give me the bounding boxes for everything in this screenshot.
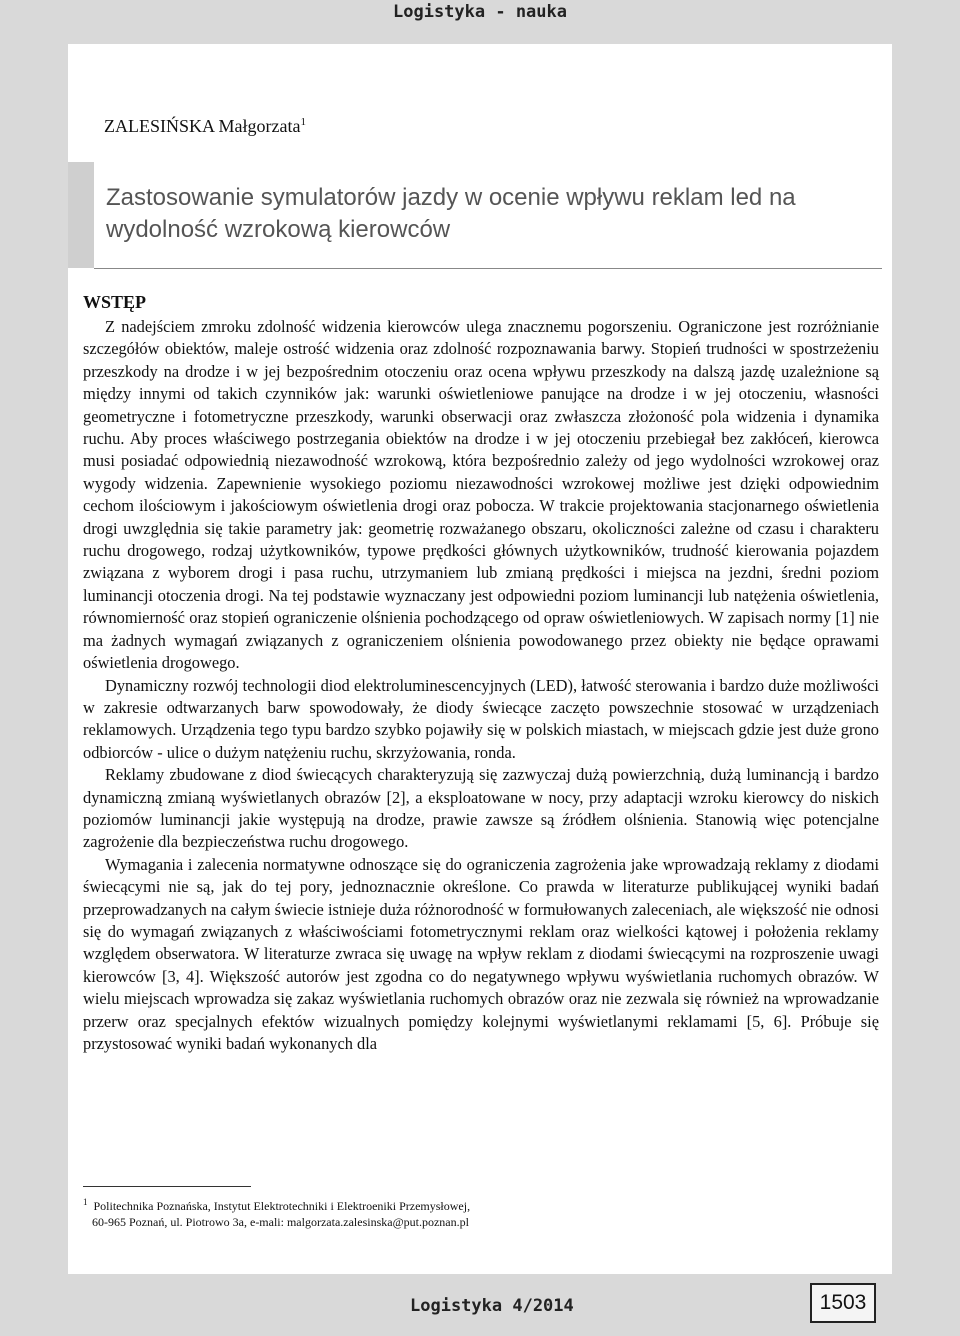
article-page <box>68 44 892 1274</box>
paragraph: Wymagania i zalecenia normatywne odnoszące się do ograniczenia zagrożenia jake wprowadzają reklamy z diodami świecącymi nie są, jak do tej pory, jednoznacznie określone. Co prawda w literaturze publikującej wyniki badań przeprowadzanych na całym świecie istnieje duża różnorodność w formułowanych zaleceniach, ale większość nie odnosi się do wymagań związanych z właściwościami fotometrycznymi reklam oraz wielkości kątowej i położenia reklamy względem obserwatora. W literaturze zwraca się uwagę na wpływ reklam z diodami świecącymi na rozproszenie uwagi kierowców [3, 4]. Większość autorów jest zgodna co do negatywnego wpływu wyświetlania ruchomych obrazów. W wielu miejscach wprowadza się zakaz wyświetlania ruchomych obrazów oraz nie zezwala się również na wprowadzanie przerw oraz specjalnych efektów wizualnych pomiędzy kolejnymi wyświetlanymi reklamami [5, 6]. Próbuje się przystosować wyniki badań wykonanych dla <box>83 854 879 1053</box>
running-footer: Logistyka 4/2014 <box>410 1296 574 1316</box>
article-title <box>106 182 866 246</box>
author-name: ZALESIŃSKA Małgorzata <box>104 116 301 136</box>
footnote-line-1: Politechnika Poznańska, Instytut Elektrotechniki i Elektroeniki Przemysłowej, <box>93 1199 471 1213</box>
paragraph: Z nadejściem zmroku zdolność widzenia kierowców ulega znacznemu pogorszeniu. Ograniczone jest rozróżnianie szczegółów obiektów, maleje ostrość widzenia oraz zdolność rozpoznawania barwy. Stopień trudności w spostrzeżeniu przeszkody na drodze i w jej bezpośrednim otoczeniu oraz ocena wpływu przeszkody na dalszą jazdę uzależnione są między innymi od takich czynników jak: warunki oświetleniowe panujące na drodze i w jej otoczeniu, własności geometryczne i fotometryczne przeszkody, warunki obserwacji oraz zwłaszcza złożoność pola widzenia i dynamika ruchu. Aby proces właściwego postrzegania obiektów na drodze i w jej otoczeniu przebiegał bez zakłóceń, kierowca musi posiadać odpowiednią niezawodność wzrokową, która bezpośrednio zależy od jego wydolności wzrokowej oraz wygody widzenia. Zapewnienie wysokiego poziomu niezawodności wzrokowej możliwe jest dzięki odpowiednim cechom ilościowym i jakościowym oświetlenia drogi oraz pobocza. W trakcie projektowania stacjonarnego oświetlenia drogi uwzględnia się takie parametry jak: geometrię rozważanego obszaru, okoliczności zależne od czasu i charakteru ruchu drogowego, rodzaj użytkowników, typowe prędkości głównych użytkowników, trudność kierowania pojazdem związana z wyborem drogi i pasa ruchu, utrzymaniem lub zmianą prędkości i miejsca na jezdni, średni poziom luminancji otoczenia drogi. Na tej podstawie wyznaczany jest odpowiedni poziom luminancji lub natężenia oświetlenia, równomierność oraz stopień ograniczenie olśnienia pochodzącego od opraw oświetleniowych. W zapisach normy [1] nie ma żadnych wymagań związanych z ograniczeniem olśnienia powodowanego przez obiekty nie będące oprawami oświetlenia drogowego. <box>83 317 879 673</box>
paragraph: Dynamiczny rozwój technologii diod elektroluminescencyjnych (LED), łatwość sterowania i bardzo duże możliwości w zakresie odtwarzanych barw spowodowały, że diody świecące zaczęto powszechnie stosować w urządzeniach reklamowych. Urządzenia tego typu bardzo szybko pojawiły się w polskich miastach, w miejscach gdzie jest duże grono odbiorców - ulice o dużym natężeniu ruchu, skrzyżowania, ronda. <box>83 675 879 762</box>
footnote-number: 1 <box>83 1197 88 1207</box>
title-divider <box>94 268 882 269</box>
footnote-line-2: 60-965 Poznań, ul. Piotrowo 3a, e-mali: malgorzata.zalesinska@put.poznan.pl <box>92 1215 469 1229</box>
footnote <box>83 1194 603 1230</box>
article-body <box>83 316 879 1055</box>
title-line-2: wydolność wzrokową kierowców <box>106 216 451 243</box>
title-side-band <box>68 162 94 268</box>
author-line <box>104 116 306 137</box>
running-header: Logistyka - nauka <box>393 2 567 22</box>
page-number: 1503 <box>810 1283 876 1323</box>
author-footnote-mark: 1 <box>300 116 306 128</box>
title-block <box>68 162 892 268</box>
paragraph: Reklamy zbudowane z diod świecących charakteryzują się zazwyczaj dużą powierzchnią, dużą luminancją i bardzo dynamiczną zmianą wyświetlanych obrazów [2], a eksploatowane w nocy, przy adaptacji wzroku kierowcy do niskich poziomów luminancji jakie występują na drodze, prawie zawsze są źródłem olśnienia. Stanowią więc potencjalne zagrożenie dla bezpieczeństwa ruchu drogowego. <box>83 765 879 852</box>
footnote-divider <box>83 1186 251 1187</box>
title-line-1: Zastosowanie symulatorów jazdy w ocenie wpływu reklam led na <box>106 184 796 211</box>
section-heading: WSTĘP <box>83 292 147 312</box>
